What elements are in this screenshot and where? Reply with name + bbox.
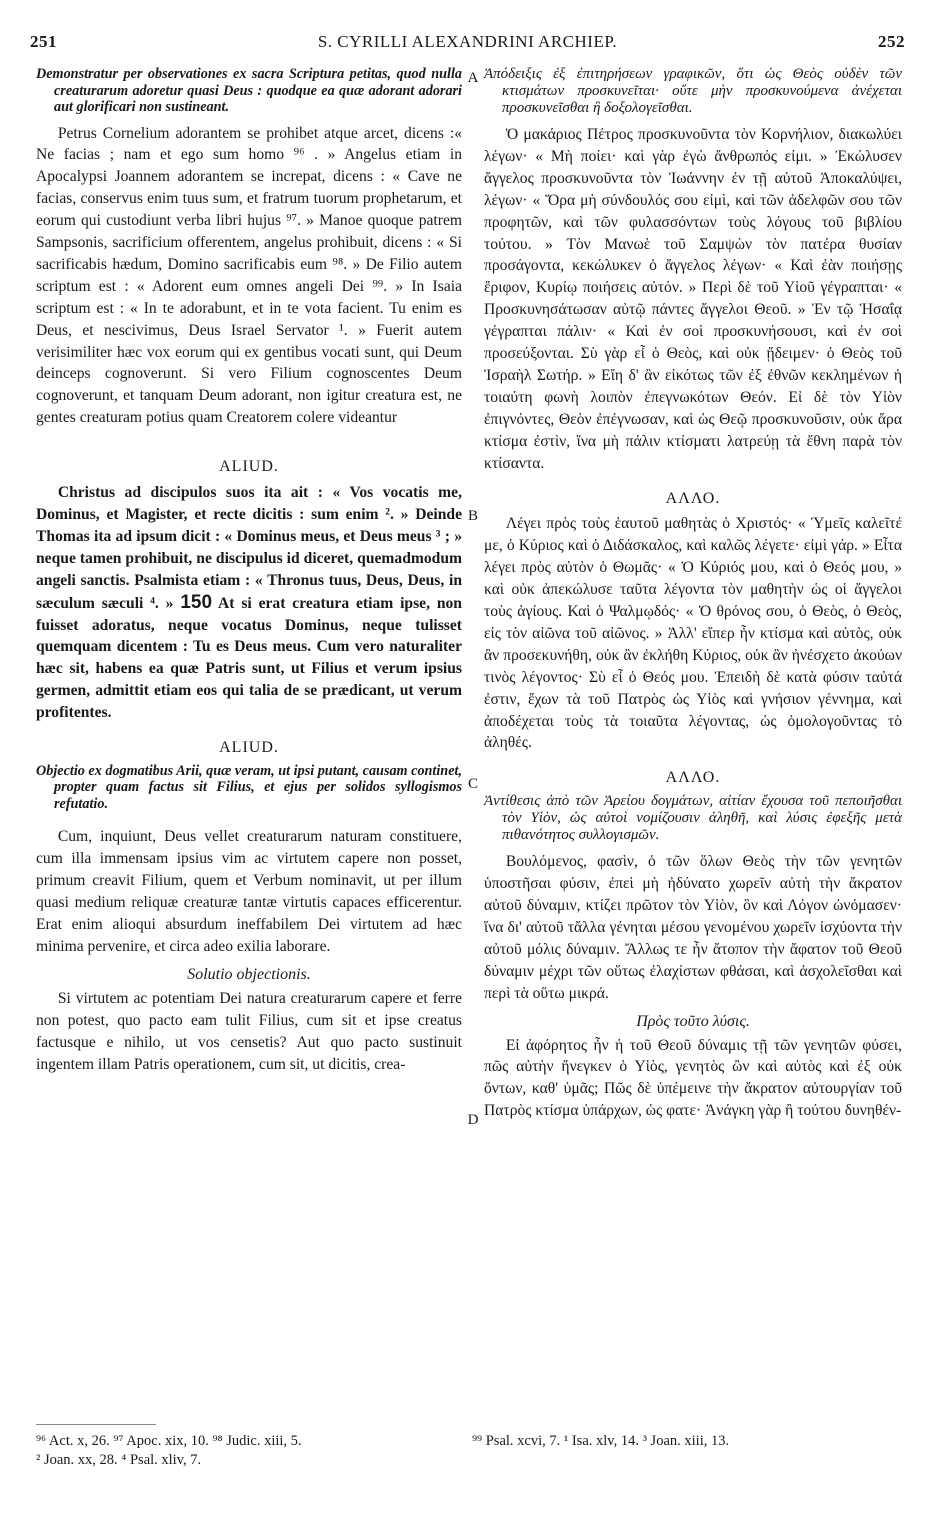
latin-paragraph: Cum, inquiunt, Deus vellet creaturarum naturam constituere, cum illa immensam ipsius vim ac virtutem capere non posset, primum creavit Filium, quem et Verbum nominavit, ut per illum quasi medium reliquæ creaturæ tantæ virtutis capaces efficerentur. Erat enim alioqui absurdum ineffabilem Dei virtutem ad hæc minima pervenire, et circa adeo exilia laborare. [36,828,462,955]
latin-paragraph: Si virtutem ac potentiam Dei natura creaturarum capere et ferre non potest, quo pacto eam tulit Filius, cum sit et ipse creatus factusque e nihilo, ut vos censetis? Aut quo pacto sustinuit ingentem illam Patris operationem, cum sit, ut dicitis, crea- [36,989,462,1073]
section-heading: ALIUD. [219,739,279,757]
margin-marker-b: B [467,508,478,524]
footnote-line: ⁹⁹ Psal. xcvi, 7. ¹ Isa. xlv, 14. ³ Joan. xiii, 13. [472,1433,730,1449]
greek-rubric: Ἀπόδειξις ἐξ ἐπιτηρήσεων γραφικῶν, ὅτι ὡς Θεὸς οὐδὲν τῶν κτισμάτων προσκυνεῖται· οὔτε μὴν προσκυνούμενα ἀνέχεται προσκυνεῖσθαι ἢ δοξολογεῖσθαι. [484,66,902,116]
greek-rubric: Ἀντίθεσις ἀπὸ τῶν Ἀρείου δογμάτων, αἰτίαν ἔχουσα τοῦ πεποιῆσθαι τὸν Υἱὸν, ὡς αὐτοὶ νομίζουσιν ἀληθῆ, καὶ λύσις ἐφεξῆς μετὰ πιθανότητος συλλογισμῶν. [484,793,902,844]
section-heading: ΑΛΛΟ. [665,769,721,787]
footnote-line: ² Joan. xx, 28. ⁴ Psal. xliv, 7. [36,1452,202,1468]
running-title: S. CYRILLI ALEXANDRINI ARCHIEP. [317,32,618,51]
section-heading: ALIUD. [219,458,279,476]
margin-marker-d: D [467,1112,479,1128]
footnotes-left [36,1432,476,1470]
greek-paragraph: Βουλόμενος, φασὶν, ὁ τῶν ὅλων Θεὸς τὴν τῶν γενητῶν ὑποστῆσαι φύσιν, ἐπεὶ μὴ ἠδύνατο χωρεῖν αὐτὴ τὴν ἄκρατον αὐτοῦ δύναμιν, κτίζει πρῶτον τὸν Υἱὸν, ὃν καὶ Λόγον ὠνόμασεν· ἵνα δι' αὐτοῦ τἄλλα γένηται μέσου γενομένου χωρεῖν ἰσχύοντα τὴν αὐτοῦ μόλις δύναμιν. Ἄλλως τε ἦν ἄτοπον τὴν ἄφατον τοῦ Θεοῦ δύναμιν μέχρι τῶν οὕτως ἐλαχίστων φθάσαι, καὶ ἀσχολεῖσθαι καὶ περὶ τὰ οὕτω μικρά. [484,853,902,1002]
latin-rubric: Objectio ex dogmatibus Arii, quæ veram, ut ipsi putant, causam continet, propter quam factus sit Filius, et ejus per solidos syllogismos refutatio. [36,762,462,812]
margin-marker-c: C [467,776,478,792]
section-heading: Πρὸς τοῦτο λύσις. [636,1012,750,1030]
latin-text: At si erat creatura etiam ipse, non fuisset adoratus, neque vocatus Dominus, neque tulisset quemquam dicentem : Tu es Deus meus. Cum vero naturaliter hæc sit, habens ea quæ Patris sunt, ut Filius et verum ipsius germen, admittit etiam eos qui talia de se prædicant, ut verum profitentes. [36,594,462,722]
section-heading: ΑΛΛΟ. [665,489,721,507]
margin-marker-a: A [467,70,479,86]
footnote-rule [36,1424,156,1425]
greek-paragraph: Εἰ ἀφόρητος ἦν ἡ τοῦ Θεοῦ δύναμις τῇ τῶν γενητῶν φύσει, πῶς αὐτὴν ἤνεγκεν ὁ Υἱὸς, γενητὸς ὢν καὶ αὐτὸς καὶ ἐξ οὐκ ὄντων, καθ' ὑμᾶς; Πῶς δὲ ὑπέμεινε τὴν ἄκρατον αὐτουργίαν τοῦ Πατρὸς κτίσμα ὑπάρχων, ὡς φατε· Ἀνάγκη γὰρ ἢ τούτου δυνηθέν- [484,1036,902,1120]
page-number-right: 252 [878,32,905,51]
page-number-left: 251 [30,32,57,51]
latin-paragraph: Petrus Cornelium adorantem se prohibet atque arcet, dicens :« Ne facias ; nam et ego sum homo ⁹⁶ . » Angelus etiam in Apocalypsi Joannem adorantem se increpat, dicens : « Cave ne facias, conservus enim tuus sum, et fratrum tuorum prophetarum, et eorum qui custodiunt verba libri hujus ⁹⁷. » Manoe quoque patrem Sampsonis, sacrificium offerentem, angelus prohibuit, dicens : « Si sacrificabis hædum, Domino sacrificabis eum ⁹⁸. » De Filio autem scriptum est : « Adorent eum omnes angeli Dei ⁹⁹. » In Isaia scriptum est : « In te adorabunt, et in te vota facient. Tu enim es Deus, et nescivimus, Deus Israel Servator ¹. » Fuerit autem verisimiliter hæc vox eorum qui ex gentibus vocati sunt, qui Deum deinceps cognoverunt. Si vero Filium cognoscentes Deum cognoverunt, et tanquam Deum adorant, non igitur creatura est, ne gentes creaturam potius quam Creatorem colere videantur [36,124,462,427]
footnote-line: ⁹⁶ Act. x, 26. ⁹⁷ Apoc. xix, 10. ⁹⁸ Judic. xiii, 5. [36,1433,302,1449]
section-heading: Solutio objectionis. [187,965,311,983]
page-marker: 150 [180,591,213,613]
running-header [30,32,905,56]
latin-rubric: Demonstratur per observationes ex sacra Scriptura petitas, quod nulla creaturarum adoretur quasi Deus : quodque ea quæ adorant adorari aut glorificari non sustineant. [36,66,462,115]
footnotes-right [472,1432,902,1451]
latin-text: Christus ad discipulos suos ita ait : « Vos vocatis me, Dominus, et Magister, et recte dicitis : sum enim ². » Deinde Thomas ita ad ipsum dicit : « Dominus meus, et Deus meus ³ ; » neque tamen prohibuit, ne discipulus id diceret, quemadmodum angeli sanctis. Psalmista etiam : « Thronus tuus, Deus, Deus, in sæculum sæculi ⁴. » [36,484,462,612]
latin-column [36,66,462,1075]
greek-paragraph: Λέγει πρὸς τοὺς ἑαυτοῦ μαθητὰς ὁ Χριστός· « Ὑμεῖς καλεῖτέ με, ὁ Κύριος καὶ ὁ Διδάσκαλος, καὶ καλῶς λέγετε· εἰμὶ γάρ. » Εἶτα λέγει πρὸς αὐτὸν ὁ Θωμᾶς· « Ὁ Κύριός μου, καὶ ὁ Θεός μου, » καὶ οὐκ ἀπεκώλυσε ταῦτα λέγοντα τὸν μαθητὴν ὡς οἱ ἄγγελοι τοὺς ἁγίους. Καὶ ὁ Ψαλμῳδός· « Ὁ θρόνος σου, ὁ Θεὸς, ὁ Θεὸς, εἰς τὸν αἰῶνα τοῦ αἰῶνος. » Ἀλλ' εἴπερ ἦν κτίσμα καὶ αὐτὸς, οὐκ ἂν προσεκυνήθη, οὐκ ἂν ἐκλήθη Κύριος, οὐκ ἂν ἠνέσχετο ἀκούων τινὸς λέγοντος· Σὺ εἶ ὁ Θεός μου. Ἐπειδὴ δὲ κατὰ φύσιν ταὐτά ἐστιν, ἔχων τὰ τοῦ Πατρὸς ὡς Υἱὸς καὶ γνήσιον γέννημα, καὶ ἀποδέχεται τοὺς τὰ τοιαῦτα λέγοντας, ὡς ὁμολογοῦντας τὸ ἀληθές. [484,515,902,752]
latin-paragraph [36,482,462,724]
greek-column [484,66,902,1122]
greek-paragraph: Ὁ μακάριος Πέτρος προσκυνοῦντα τὸν Κορνήλιον, διακωλύει λέγων· « Μὴ ποίει· καὶ γὰρ ἐγὼ ἄνθρωπός εἰμι. » Ἐκώλυσεν ἄγγελος προσκυνοῦντα τὸν Ἰωάννην ἐν τῇ αὐτοῦ Ἀποκαλύψει, λέγων· « Ὅρα μὴ σύνδουλός σου εἰμὶ, καὶ τῶν ἀδελφῶν σου τῶν προφητῶν, καὶ τῶν φυλασσόντων τοὺς λόγους τοῦ βιβλίου τούτου. » Τὸν Μανωὲ τοῦ Σαμψὼν τὸν πατέρα θυσίαν προσάγοντα, κεκώλυκεν ὁ ἄγγελος λέγων· « Καὶ ἐὰν ποιήσῃς ἔριφον, Κυρίῳ ποιήσεις αὐτόν. » Περὶ δὲ τοῦ Υἱοῦ γέγραπται· « Προσκυνησάτωσαν αὐτῷ πάντες ἄγγελοι Θεοῦ. » Ἐν τῷ Ἡσαΐᾳ γέγραπται πάλιν· « Καὶ ἐν σοὶ προσκυνήσουσι, καὶ ἐν σοὶ προσεύξονται. Σὺ γὰρ εἶ ὁ Θεὸς, καὶ οὐκ ᾔδειμεν· ὁ Θεὸς τοῦ Ἰσραὴλ Σωτήρ. » Εἴη δ' ἂν εἰκότως τῶν ἐξ ἐθνῶν κεκλημένων ἡ τοιαύτη φωνὴ λοιπὸν ἐπεγνωκότων Θεόν. Εἰ δὲ τὸν Υἱὸν ἐπιγνόντες, Θεὸν ἐπέγνωσαν, καὶ ὡς Θεῷ προσκυνοῦσιν, οὐκ ἄρα κτίσμα ἐστὶν, ἵνα μὴ πάλιν κτίσματι λατρεύῃ τὰ ἔθνη παρὰ τὸν κτίσαντα. [484,126,902,472]
